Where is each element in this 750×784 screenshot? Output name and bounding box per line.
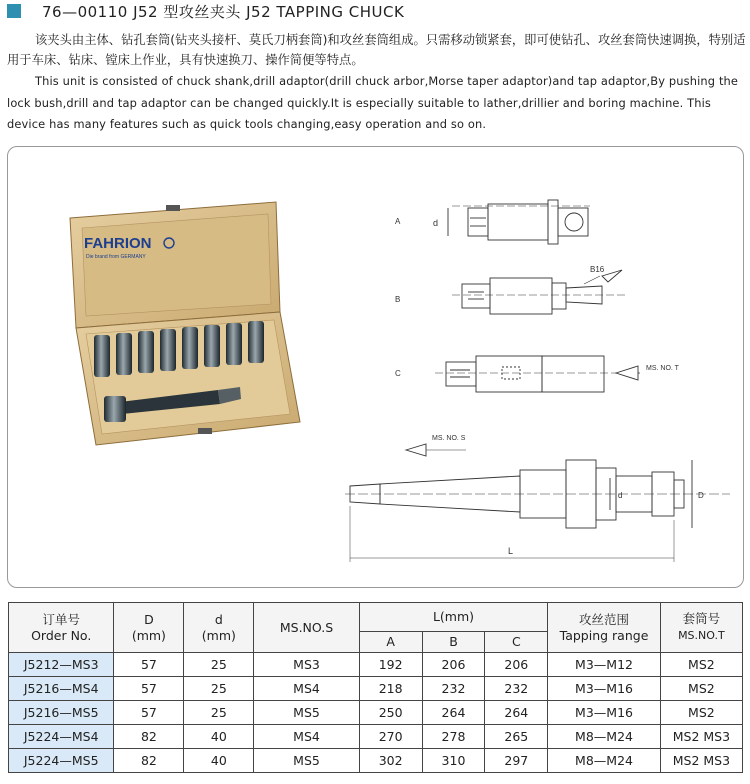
col-d: d (mm)	[184, 603, 254, 653]
cell-sleeve: MS2	[660, 701, 742, 725]
cell-D: 57	[114, 653, 184, 677]
cell-ms: MS5	[254, 749, 359, 773]
cell-D: 82	[114, 749, 184, 773]
cell-D: 82	[114, 725, 184, 749]
col-D: D (mm)	[114, 603, 184, 653]
description-cn: 该夹头由主体、钻孔套筒(钻夹头接杆、莫氏刀柄套筒)和攻丝套筒组成。只需移动锁紧套，即可使钻孔、攻丝套筒快速调换，特别适用于车床、钻床、镗床上作业，具有快速换刀、操作简便等特点。	[7, 33, 746, 67]
label-D: D	[698, 491, 704, 500]
label-b16: B16	[590, 265, 605, 274]
label-d-assembly: d	[618, 491, 623, 500]
cell-A: 302	[359, 749, 422, 773]
cell-d: 25	[184, 677, 254, 701]
label-ms-t: MS. NO. T	[646, 365, 679, 372]
col-order: 订单号 Order No.	[9, 603, 114, 653]
cell-B: 232	[422, 677, 485, 701]
cell-D: 57	[114, 677, 184, 701]
cell-ms: MS4	[254, 677, 359, 701]
cell-C: 297	[485, 749, 548, 773]
cell-A: 250	[359, 701, 422, 725]
brand-tagline: Die brand from GERMANY	[86, 254, 146, 260]
cell-A: 270	[359, 725, 422, 749]
cell-B: 264	[422, 701, 485, 725]
cell-A: 192	[359, 653, 422, 677]
cell-C: 264	[485, 701, 548, 725]
label-ms-s: MS. NO. S	[432, 435, 466, 442]
table-row	[9, 725, 743, 749]
cell-ms: MS4	[254, 725, 359, 749]
cell-B: 206	[422, 653, 485, 677]
label-b: B	[395, 295, 401, 304]
col-L: L(mm)	[359, 603, 548, 632]
order-no: J5212—MS3	[9, 653, 114, 677]
table-row	[9, 749, 743, 773]
label-c: C	[395, 369, 401, 378]
col-C: C	[485, 632, 548, 653]
col-sleeve: 套筒号 MS.NO.T	[660, 603, 742, 653]
cell-d: 25	[184, 653, 254, 677]
cell-ms: MS5	[254, 701, 359, 725]
cell-range: M3—M16	[548, 677, 661, 701]
table-row	[9, 653, 743, 677]
page-header	[0, 0, 750, 26]
col-tap-range: 攻丝范围 Tapping range	[548, 603, 661, 653]
drawing-a	[395, 200, 590, 244]
section-square-icon	[7, 4, 21, 18]
technical-drawing	[340, 180, 740, 575]
description-en: This unit is consisted of chuck shank,drill adaptor(drill chuck arbor,Morse taper adaptor)and tap adaptor,By pushing the lock bush,drill and tap adaptor can be changed quickly.It is especially suitable to lather,drillier and boring machine. This device has many features such as quick tools changing,easy operation and so on.	[7, 74, 739, 131]
cell-ms: MS3	[254, 653, 359, 677]
cell-d: 40	[184, 749, 254, 773]
label-a: A	[395, 217, 401, 226]
cell-sleeve: MS2	[660, 677, 742, 701]
cell-range: M8—M24	[548, 725, 661, 749]
page-title: 76—00110 J52 型攻丝夹头 J52 TAPPING CHUCK	[42, 3, 405, 21]
cell-d: 40	[184, 725, 254, 749]
cell-sleeve: MS2	[660, 653, 742, 677]
col-A: A	[359, 632, 422, 653]
order-no: J5224—MS5	[9, 749, 114, 773]
cell-C: 265	[485, 725, 548, 749]
col-B: B	[422, 632, 485, 653]
cell-d: 25	[184, 701, 254, 725]
label-d-a: d	[433, 218, 439, 228]
label-L: L	[508, 546, 514, 556]
cell-sleeve: MS2 MS3	[660, 725, 742, 749]
product-photo	[68, 200, 308, 455]
cell-D: 57	[114, 701, 184, 725]
table-row	[9, 677, 743, 701]
cell-range: M3—M12	[548, 653, 661, 677]
order-no: J5224—MS4	[9, 725, 114, 749]
cell-range: M8—M24	[548, 749, 661, 773]
cell-C: 206	[485, 653, 548, 677]
cell-B: 278	[422, 725, 485, 749]
col-ms: MS.NO.S	[254, 603, 359, 653]
cell-A: 218	[359, 677, 422, 701]
spec-table	[8, 602, 743, 773]
cell-range: M3—M16	[548, 701, 661, 725]
drawing-b	[395, 265, 625, 314]
order-no: J5216—MS5	[9, 701, 114, 725]
order-no: J5216—MS4	[9, 677, 114, 701]
cell-C: 232	[485, 677, 548, 701]
table-row	[9, 701, 743, 725]
cell-B: 310	[422, 749, 485, 773]
drawing-c	[395, 356, 680, 392]
drawing-assembly	[345, 435, 730, 562]
brand-logo: FAHRION	[84, 235, 152, 252]
cell-sleeve: MS2 MS3	[660, 749, 742, 773]
